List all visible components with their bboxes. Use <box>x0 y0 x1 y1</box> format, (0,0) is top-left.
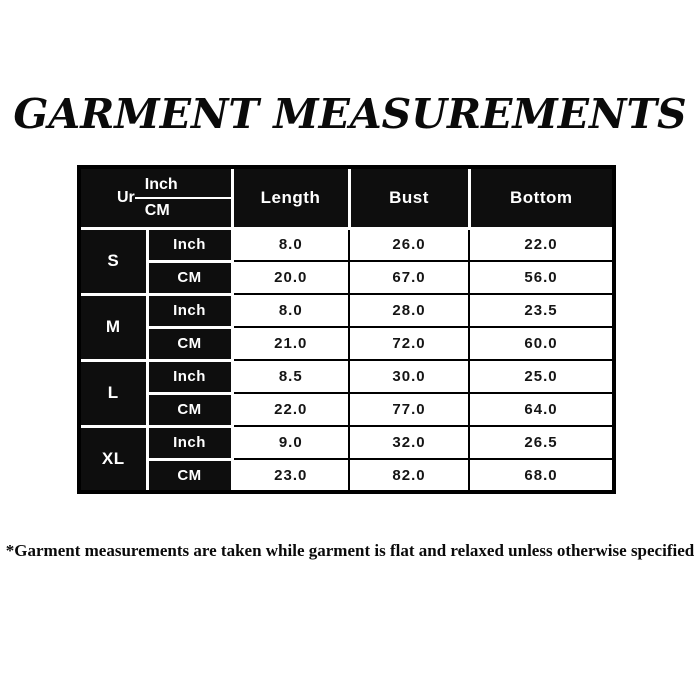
value-cell: 77.0 <box>349 393 469 426</box>
table-row <box>79 426 614 459</box>
value-cell: 32.0 <box>349 426 469 459</box>
value-cell: 25.0 <box>469 360 614 393</box>
size-cell-l: L <box>79 360 147 426</box>
table-row <box>79 261 614 294</box>
unit-cell: Inch <box>147 294 232 327</box>
value-cell: 60.0 <box>469 327 614 360</box>
value-cell: 56.0 <box>469 261 614 294</box>
unit-cell: CM <box>147 327 232 360</box>
value-cell: 30.0 <box>349 360 469 393</box>
value-cell: 28.0 <box>349 294 469 327</box>
value-cell: 23.5 <box>469 294 614 327</box>
table-row <box>79 294 614 327</box>
value-cell: 22.0 <box>232 393 349 426</box>
unit-cell: CM <box>147 261 232 294</box>
value-cell: 8.0 <box>232 228 349 261</box>
table-row <box>79 327 614 360</box>
measurements-table <box>77 165 616 494</box>
unit-inch-label: Inch <box>144 175 178 193</box>
footnote: *Garment measurements are taken while garment is flat and relaxed unless otherwise specified <box>5 541 695 560</box>
unit-cell: Inch <box>147 360 232 393</box>
value-cell: 67.0 <box>349 261 469 294</box>
value-cell: 20.0 <box>232 261 349 294</box>
value-cell: 9.0 <box>232 426 349 459</box>
page-title: GARMENT MEASUREMENTS <box>13 90 687 138</box>
table-row <box>79 228 614 261</box>
column-header-length: Length <box>232 167 349 228</box>
value-cell: 22.0 <box>469 228 614 261</box>
size-cell-s: S <box>79 228 147 294</box>
unit-cell: Inch <box>147 228 232 261</box>
unit-fraction <box>81 176 231 220</box>
value-cell: 26.0 <box>349 228 469 261</box>
value-cell: 21.0 <box>232 327 349 360</box>
value-cell: 82.0 <box>349 459 469 492</box>
size-cell-xl: XL <box>79 426 147 492</box>
value-cell: 68.0 <box>469 459 614 492</box>
value-cell: 23.0 <box>232 459 349 492</box>
unit-cell: CM <box>147 459 232 492</box>
unit-cm-label: CM <box>144 201 170 219</box>
unit-prefix-label: Ur <box>117 188 135 206</box>
table-header-row <box>79 167 614 228</box>
table-row <box>79 393 614 426</box>
value-cell: 64.0 <box>469 393 614 426</box>
table-row <box>79 360 614 393</box>
value-cell: 26.5 <box>469 426 614 459</box>
table-row <box>79 459 614 492</box>
unit-header-cell <box>79 167 232 228</box>
column-header-bottom: Bottom <box>469 167 614 228</box>
unit-cell: CM <box>147 393 232 426</box>
value-cell: 72.0 <box>349 327 469 360</box>
size-cell-m: M <box>79 294 147 360</box>
value-cell: 8.0 <box>232 294 349 327</box>
column-header-bust: Bust <box>349 167 469 228</box>
value-cell: 8.5 <box>232 360 349 393</box>
unit-cell: Inch <box>147 426 232 459</box>
